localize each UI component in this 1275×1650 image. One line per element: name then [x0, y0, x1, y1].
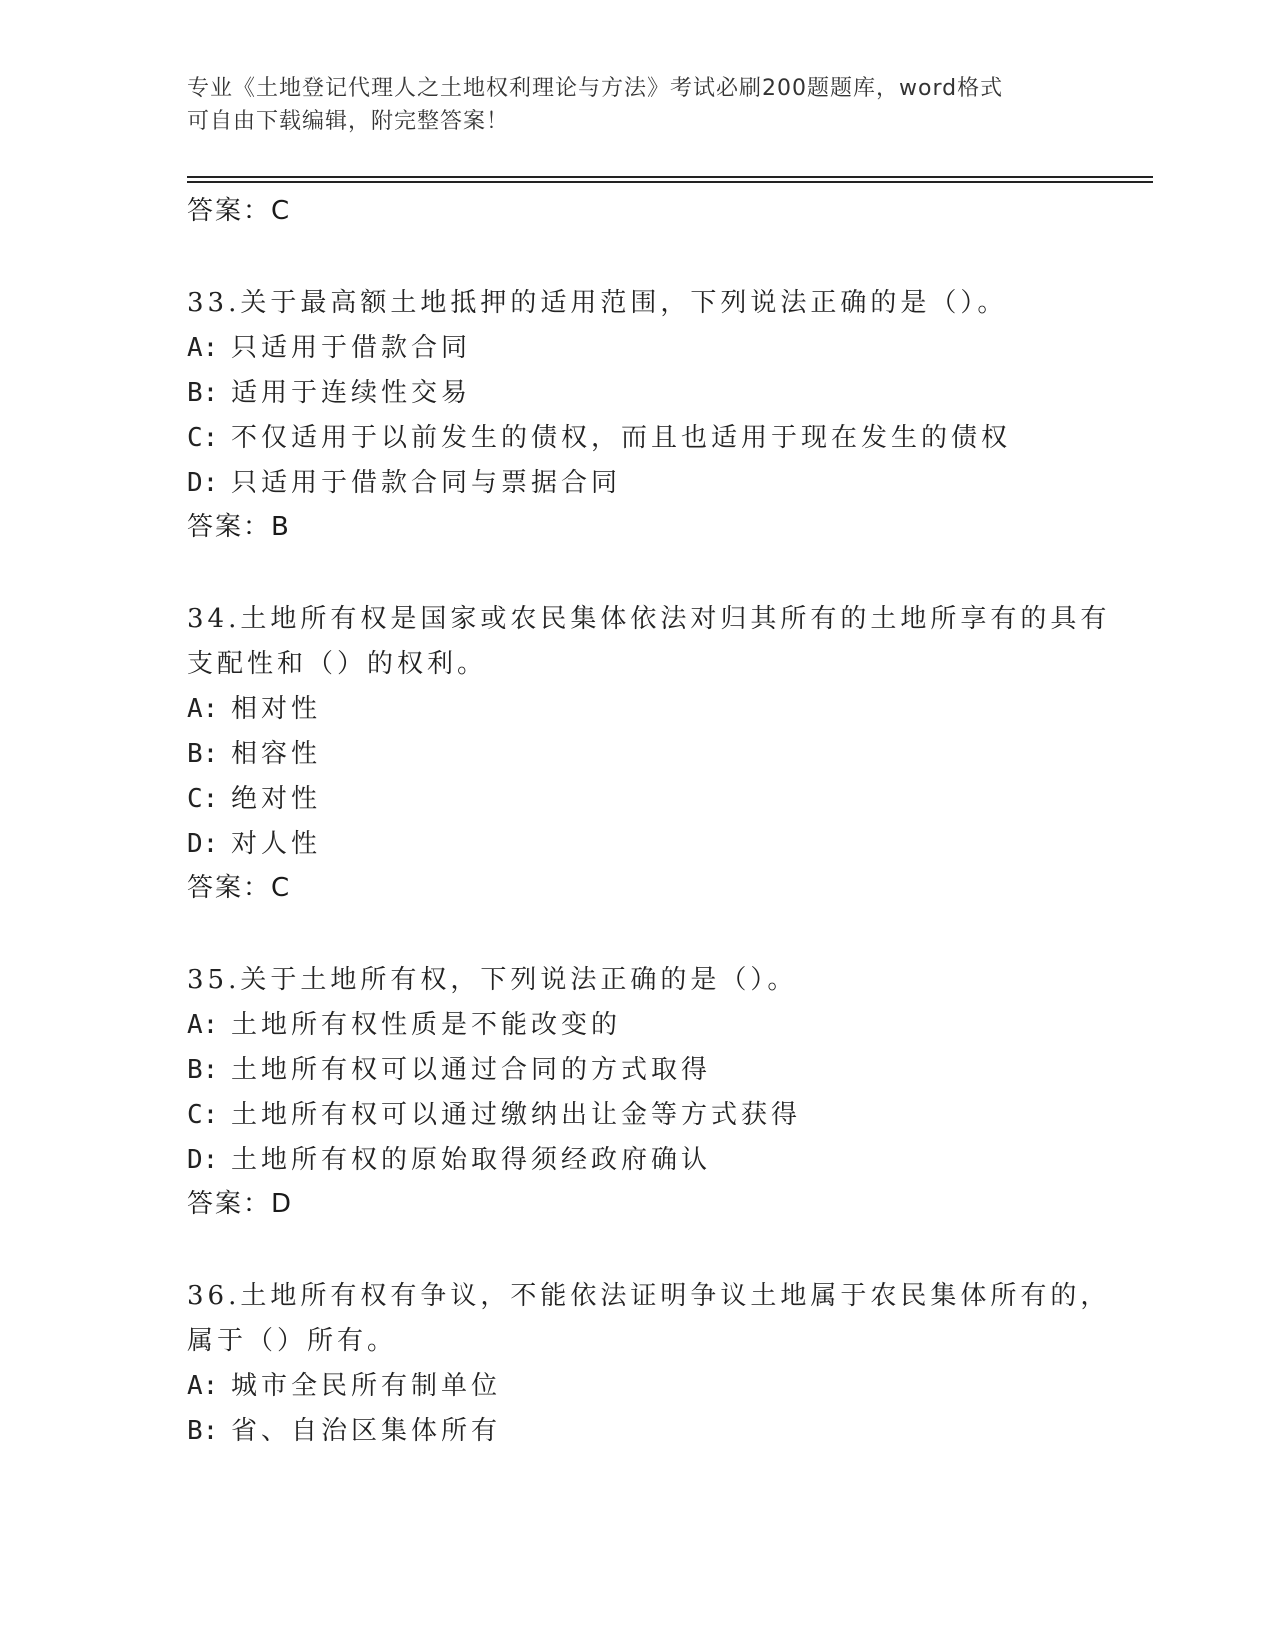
answer-label: 答案： [187, 511, 272, 541]
header-line-2: 可自由下载编辑，附完整答案！ [187, 109, 510, 134]
option-key: B: [187, 1416, 219, 1446]
option-text: 土地所有权的原始取得须经政府确认 [231, 1145, 712, 1175]
option-c [187, 1093, 1127, 1138]
option-key: C: [187, 423, 219, 453]
option-text: 不仅适用于以前发生的债权，而且也适用于现在发生的债权 [231, 423, 1012, 453]
answer-label: 答案： [187, 872, 272, 902]
question-text: 33.关于最高额土地抵押的适用范围，下列说法正确的是（）。 [187, 288, 1008, 318]
option-key: B: [187, 739, 219, 769]
option-c [187, 777, 1127, 822]
option-b [187, 1409, 1127, 1454]
answer-line [187, 506, 1127, 546]
option-key: A: [187, 694, 219, 724]
option-a [187, 1003, 1127, 1048]
document-header [187, 72, 1087, 138]
option-b [187, 371, 1127, 416]
option-b [187, 1048, 1127, 1093]
option-text: 土地所有权可以通过缴纳出让金等方式获得 [231, 1100, 802, 1130]
answer-value: B [271, 512, 289, 542]
option-key: D: [187, 829, 219, 859]
option-key: D: [187, 1145, 219, 1175]
option-key: C: [187, 784, 219, 814]
answer-value: D [271, 1189, 292, 1219]
option-text: 城市全民所有制单位 [231, 1371, 502, 1401]
option-key: B: [187, 1055, 219, 1085]
option-key: B: [187, 378, 219, 408]
answer-value: C [271, 873, 290, 903]
option-key: D: [187, 468, 219, 498]
answer-label: 答案： [187, 195, 272, 225]
question-33 [187, 281, 1127, 546]
option-text: 对人性 [231, 829, 322, 859]
question-35 [187, 958, 1127, 1223]
answer-line [187, 1183, 1127, 1223]
option-text: 只适用于借款合同与票据合同 [231, 468, 622, 498]
option-d [187, 461, 1127, 506]
question-list [187, 190, 1127, 1454]
option-text: 土地所有权性质是不能改变的 [231, 1010, 622, 1040]
answer-value: C [271, 196, 290, 226]
question-text: 34.土地所有权是国家或农民集体依法对归其所有的土地所享有的具有支配性和（）的权利。 [187, 604, 1111, 679]
option-text: 省、自治区集体所有 [231, 1416, 502, 1446]
question-36 [187, 1274, 1127, 1454]
option-c [187, 416, 1127, 461]
option-key: A: [187, 1010, 219, 1040]
option-key: A: [187, 1371, 219, 1401]
option-text: 只适用于借款合同 [231, 333, 472, 363]
option-text: 绝对性 [231, 784, 322, 814]
option-a [187, 326, 1127, 371]
header-rule-top [187, 176, 1153, 178]
option-text: 相容性 [231, 739, 322, 769]
option-d [187, 1138, 1127, 1183]
answer-label: 答案： [187, 1188, 272, 1218]
option-text: 相对性 [231, 694, 322, 724]
option-b [187, 732, 1127, 777]
header-rule-bottom [187, 181, 1153, 183]
option-d [187, 822, 1127, 867]
question-34 [187, 597, 1127, 907]
option-key: C: [187, 1100, 219, 1130]
question-text: 35.关于土地所有权，下列说法正确的是（）。 [187, 965, 798, 995]
option-a [187, 1364, 1127, 1409]
header-line-1: 专业《土地登记代理人之土地权利理论与方法》考试必刷200题题库，word格式 [187, 76, 1004, 101]
option-text: 适用于连续性交易 [231, 378, 472, 408]
option-text: 土地所有权可以通过合同的方式取得 [231, 1055, 712, 1085]
option-key: A: [187, 333, 219, 363]
option-a [187, 687, 1127, 732]
answer-line [187, 190, 1127, 230]
question-text: 36.土地所有权有争议，不能依法证明争议土地属于农民集体所有的，属于（）所有。 [187, 1281, 1111, 1356]
answer-line [187, 867, 1127, 907]
